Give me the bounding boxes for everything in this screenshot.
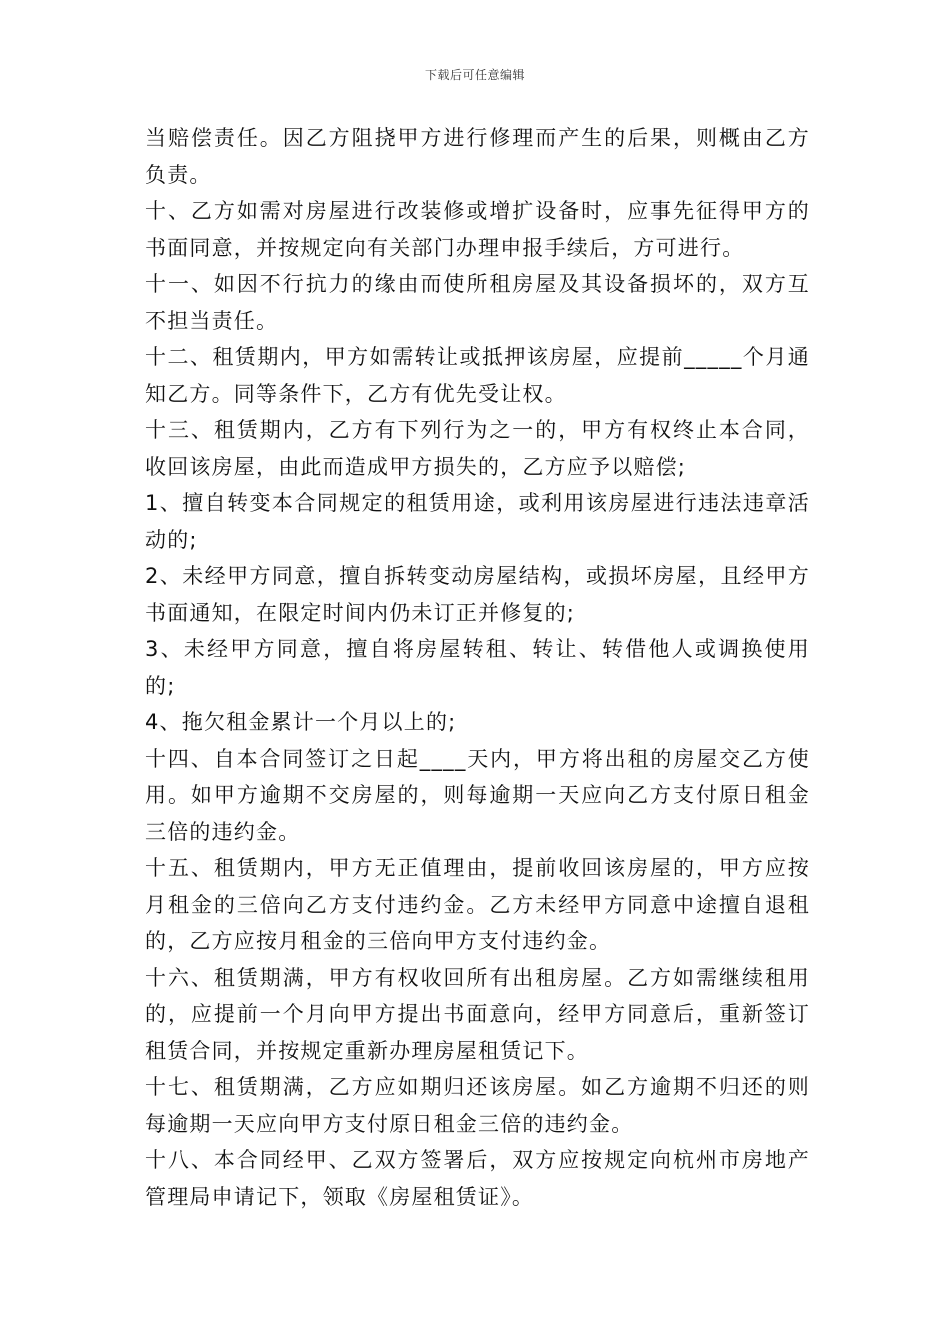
clause-13-item-2: 2、未经甲方同意，擅自拆转变动房屋结构，或损坏房屋，且经甲方书面通知，在限定时间内仍未订正并修复的; (145, 564, 810, 625)
clause-14: 十四、自本合同签订之日起____天内，甲方将出租的房屋交乙方使用。如甲方逾期不交房屋的，则每逾期一天应向乙方支付原日租金三倍的违约金。 (145, 746, 810, 844)
clause-12: 十二、租赁期内，甲方如需转让或抵押该房屋，应提前_____个月通知乙方。同等条件下，乙方有优先受让权。 (145, 345, 810, 406)
clause-13-item-1: 1、擅自转变本合同规定的租赁用途，或利用该房屋进行违法违章活动的; (145, 491, 810, 552)
clause-13: 十三、租赁期内，乙方有下列行为之一的，甲方有权终止本合同，收回该房屋，由此而造成甲方损失的，乙方应予以赔偿; (145, 418, 810, 479)
clause-11: 十一、如因不行抗力的缘由而使所租房屋及其设备损坏的，双方互不担当责任。 (145, 272, 810, 333)
clause-13-item-4: 4、拖欠租金累计一个月以上的; (145, 710, 457, 734)
document-body (145, 120, 810, 1215)
clause-13-item-3: 3、未经甲方同意，擅自将房屋转租、转让、转借他人或调换使用的; (145, 637, 810, 698)
clause-10: 十、乙方如需对房屋进行改装修或增扩设备时，应事先征得甲方的书面同意，并按规定向有关部门办理申报手续后，方可进行。 (145, 199, 810, 260)
paragraph-continuation: 当赔偿责任。因乙方阻挠甲方进行修理而产生的后果，则概由乙方负责。 (145, 126, 810, 187)
page-header: 下载后可任意编辑 (424, 68, 525, 82)
clause-15: 十五、租赁期内，甲方无正值理由，提前收回该房屋的，甲方应按月租金的三倍向乙方支付违约金。乙方未经甲方同意中途擅自退租的，乙方应按月租金的三倍向甲方支付违约金。 (145, 856, 810, 953)
clause-16: 十六、租赁期满，甲方有权收回所有出租房屋。乙方如需继续租用的，应提前一个月向甲方提出书面意向，经甲方同意后，重新签订租赁合同，并按规定重新办理房屋租赁记下。 (145, 965, 810, 1063)
clause-18: 十八、本合同经甲、乙双方签署后，双方应按规定向杭州市房地产管理局申请记下，领取《房屋租赁证》。 (145, 1148, 810, 1209)
clause-17: 十七、租赁期满，乙方应如期归还该房屋。如乙方逾期不归还的则每逾期一天应向甲方支付原日租金三倍的违约金。 (145, 1075, 810, 1136)
